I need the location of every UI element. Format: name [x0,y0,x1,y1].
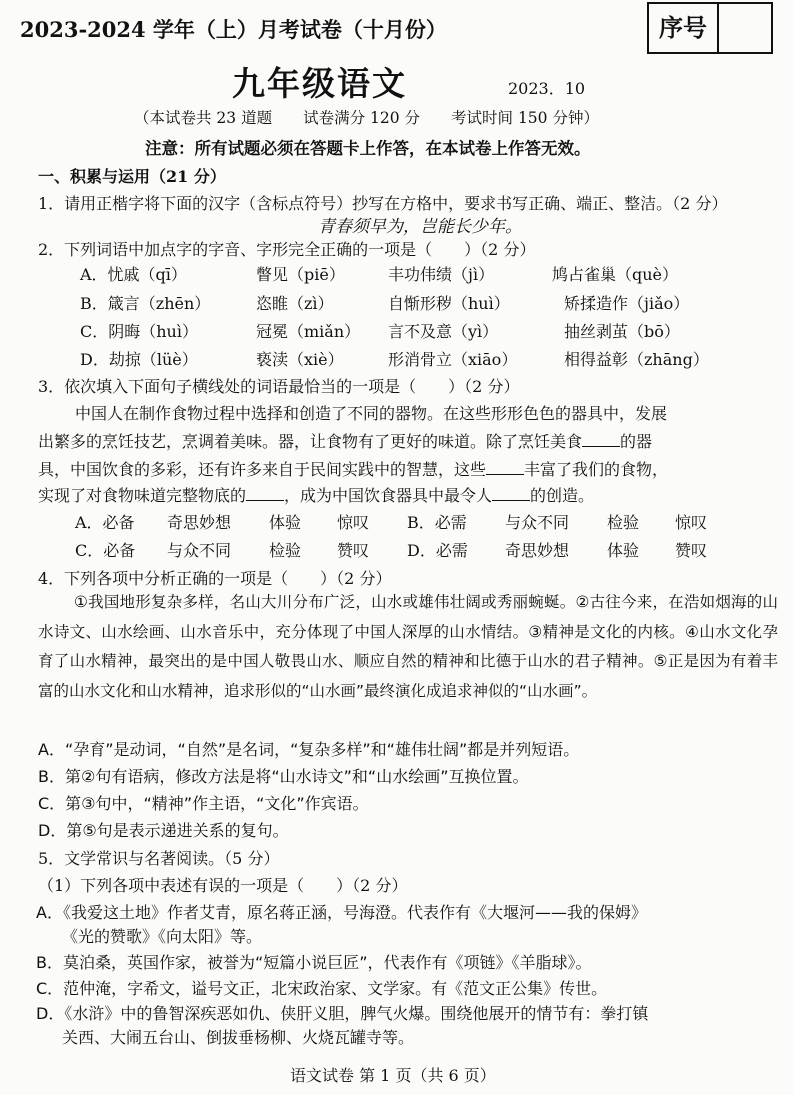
q4-option-a: A．“孕育”是动词，“自然”是名词，“复杂多样”和“雄伟壮阔”都是并列短语。 [38,740,580,759]
q5-option-d-line-2: 关西、大闹五台山、倒拔垂杨柳、火烧瓦罐寺等。 [62,1028,415,1047]
option-d-word-2: 亵渎（xiè） [256,350,344,369]
q3-option-c-4: 赞叹 [337,541,370,560]
question-1-stem: 1．请用正楷字将下面的汉字（含标点符号）抄写在方格中，要求书写正确、端正、整洁。（2 分） [38,194,728,213]
q5-option-a-line-1: A．《我爱这土地》作者艾青，原名蒋正涵，号海澄。代表作有《大堰河——我的保姆》 [36,903,647,922]
q3-option-c-1: C．必备 [75,541,136,560]
question-5-sub-1: （1）下列各项中表述有误的一项是（ ）（2 分） [38,876,408,895]
q3-option-d-2: 奇思妙想 [505,541,570,560]
option-a-word-4: 鸠占雀巢（què） [552,265,679,284]
option-d-word-3: 形消骨立（xiāo） [388,350,518,369]
option-c-word-3: 言不及意（yì） [388,322,499,341]
q3-option-c-3: 检验 [269,541,302,560]
q3-option-b-1: B．必需 [407,513,467,532]
sequence-number-label: 序号 [649,4,719,52]
q3-option-a-1: A．必备 [75,513,135,532]
section-heading: 一、积累与运用（21 分） [38,167,226,186]
question-4-stem: 4．下列各项中分析正确的一项是（ ）（2 分） [38,569,392,588]
exam-info: （本试卷共 23 道题 试卷满分 120 分 考试时间 150 分钟） [134,109,599,127]
question-3-passage-line-2: 出繁多的烹饪技艺，烹调着美味。器，让食物有了更好的味道。除了烹饪美食 的器 [38,432,653,451]
question-3-stem: 3．依次填入下面句子横线处的词语最恰当的一项是（ ）（2 分） [38,377,520,396]
q3-option-a-2: 奇思妙想 [167,513,232,532]
subject-title: 九年级语文 [232,64,407,103]
option-b-word-3: 自惭形秽（huì） [388,294,510,313]
q3-option-a-4: 惊叹 [337,513,370,532]
question-5-stem: 5．文学常识与名著阅读。（5 分） [38,849,280,868]
q4-option-b: B．第②句有语病，修改方法是将“山水诗文”和“山水绘画”互换位置。 [38,767,529,786]
question-3-passage-line-1: 中国人在制作食物过程中选择和创造了不同的器物。在这些形形色色的器具中，发展 [75,404,668,423]
q3-option-d-3: 体验 [607,541,640,560]
q4-option-d: D．第⑤句是表示递进关系的复句。 [38,821,289,840]
q3-option-d-1: D．必需 [407,541,468,560]
q3-option-b-3: 检验 [607,513,640,532]
fill-blank-2 [486,459,524,475]
question-3-passage-line-3: 具，中国饮食的多彩，还有许多来自于民间实践中的智慧，这些 丰富了我们的食物， [38,460,669,479]
sequence-number-box [647,2,773,54]
q3-option-b-4: 惊叹 [675,513,708,532]
option-c-word-4: 抽丝剥茧（bō） [564,322,680,341]
q5-option-b: B．莫泊桑，英国作家，被誉为“短篇小说巨匠”，代表作有《项链》《羊脂球》。 [36,953,592,972]
fill-blank-1 [582,431,620,447]
option-b-word-4: 矫揉造作（jiǎo） [564,294,690,313]
option-c-word-1: C．阴晦（huì） [80,322,198,341]
q5-option-a-line-2: 《光的赞歌》《向太阳》等。 [62,927,263,946]
option-d-word-4: 相得益彰（zhāng） [564,350,709,369]
question-4-passage: ①我国地形复杂多样，名山大川分布广泛，山水或雄伟壮阔或秀丽蜿蜒。②古往今来，在浩如烟海的山水诗文、山水绘画、山水音乐中，充分体现了中国人深厚的山水情结。③精神是文化的内核。④山水文化孕育了山水精神，最突出的是中国人敬畏山水、顺应自然的精神和比德于山水的君子精神。⑤正是因为有着丰富的山水文化和山水精神，追求形似的“山水画”最终演化成追求神似的“山水画”。 [38,593,778,700]
option-a-word-1: A．忧戚（qī） [80,265,187,284]
exam-notice: 注意：所有试题必须在答题卡上作答，在本试卷上作答无效。 [145,139,591,158]
option-c-word-2: 冠冕（miǎn） [256,322,361,341]
q3-option-a-3: 体验 [269,513,302,532]
option-b-word-1: B．箴言（zhēn） [80,294,211,313]
fill-blank-4 [492,485,530,501]
exam-title: 2023-2024 学年（上）月考试卷（十月份） [20,17,447,42]
q4-option-c: C．第③句中，“精神”作主语，“文化”作宾语。 [38,794,369,813]
question-1-quote: 青春须早为，岂能长少年。 [318,217,522,237]
option-b-word-2: 恣睢（zì） [256,294,334,313]
question-3-passage-line-4: 实现了对食物味道完整物底的 ，成为中国饮食器具中最令人 的创造。 [38,486,595,505]
q3-option-b-2: 与众不同 [505,513,570,532]
fill-blank-3 [246,485,284,501]
option-d-word-1: D．劫掠（lüè） [80,350,198,369]
exam-date: 2023．10 [508,79,586,98]
page-footer: 语文试卷 第 1 页（共 6 页） [290,1066,496,1085]
q5-option-d-line-1: D．《水浒》中的鲁智深疾恶如仇、侠肝义胆，脾气火爆。围绕他展开的情节有：拳打镇 [36,1004,649,1023]
q3-option-d-4: 赞叹 [675,541,708,560]
q5-option-c: C．范仲淹，字希文，谥号文正，北宋政治家、文学家。有《范文正公集》传世。 [36,979,608,998]
q3-option-c-2: 与众不同 [167,541,232,560]
question-2-stem: 2．下列词语中加点字的字音、字形完全正确的一项是（ ）（2 分） [38,240,536,259]
option-a-word-3: 丰功伟绩（jì） [388,265,495,284]
option-a-word-2: 瞥见（piē） [256,265,345,284]
